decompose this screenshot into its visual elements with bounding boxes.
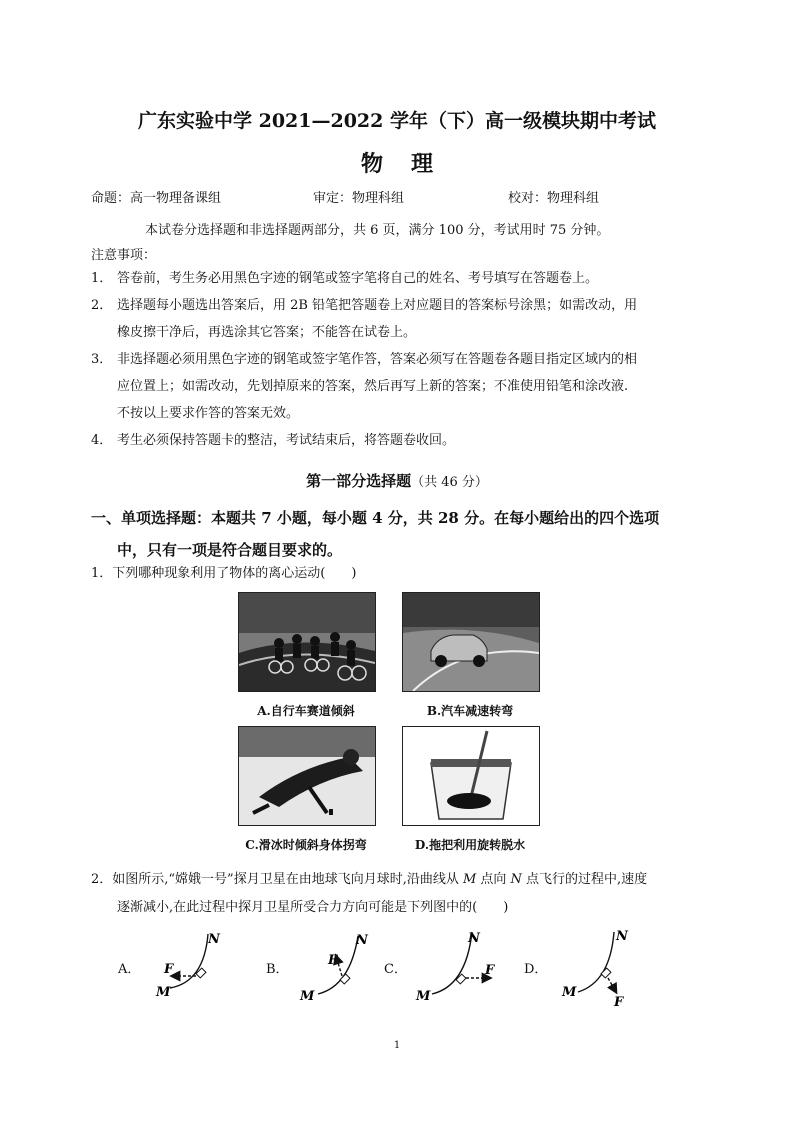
note-item-1 — [91, 265, 598, 292]
diagram-b — [299, 933, 369, 1004]
note-item-2 — [91, 292, 637, 346]
diagram-c-m: M — [416, 989, 431, 1004]
note-text: 应位置上；如需改动，先划掉原来的答案，然后再写上新的答案；不准使用铅笔和涂改液. — [117, 379, 629, 394]
q2-text-part: 2．如图所示,“嫦娥一号”探月卫星在由地球飞向月球时,沿曲线从 — [91, 872, 463, 887]
diagram-b-f: F — [328, 953, 338, 968]
diagram-c-n: N — [468, 931, 480, 946]
point-n: N — [510, 872, 522, 887]
note-text: 考生必须保持答题卡的整洁，考试结束后，将答题卷收回。 — [117, 433, 456, 448]
page-number: 1 — [393, 1040, 401, 1051]
diagram-d-f: F — [614, 995, 624, 1010]
notes-title: 注意事项： — [91, 248, 157, 263]
note-text: 不按以上要求作答的答案无效。 — [117, 406, 300, 421]
part1-line-1: 一、单项选择题：本题共 7 小题，每小题 4 分，共 28 分。在每小题给出的四个选项 — [91, 509, 660, 527]
option-b-caption: B.汽车减速转弯 — [426, 704, 514, 718]
diagram-a-n: N — [208, 932, 220, 947]
section-points: （共 46 分） — [411, 475, 488, 490]
note-item-3 — [91, 346, 637, 427]
diagram-c — [415, 931, 495, 1004]
section-title — [0, 470, 794, 491]
diagram-d-label: D． — [524, 962, 548, 977]
spin-mop-image — [403, 727, 539, 825]
diagram-b-m: M — [300, 989, 315, 1004]
diagram-a-f: F — [164, 962, 174, 977]
note-number: 1． — [91, 271, 113, 286]
diagram-d-n: N — [616, 929, 628, 944]
note-text: 橡皮擦干净后，再选涂其它答案；不能答在试卷上。 — [117, 325, 417, 340]
option-d-caption: D.拖把利用旋转脱水 — [414, 838, 526, 852]
point-m: M — [462, 872, 477, 887]
diagram-b-label: B． — [266, 962, 289, 977]
proofer-line: 校对：物理科组 — [508, 191, 600, 206]
subject-title: 物理 — [360, 151, 461, 177]
cycling-race-image — [239, 593, 375, 691]
exam-intro: 本试卷分选择题和非选择题两部分，共 6 页，满分 100 分，考试用时 75 分钟。 — [145, 223, 610, 238]
note-text: 选择题每小题选出答案后，用 2B 铅笔把答题卷上对应题目的答案标号涂黑；如需改动，用 — [117, 298, 638, 313]
diagram-c-f: F — [485, 963, 495, 978]
diagram-d-m: M — [562, 985, 577, 1000]
car-turning-photo — [402, 592, 540, 692]
part1-line-2: 中，只有一项是符合题目要求的。 — [117, 541, 343, 559]
question-1-text: 1．下列哪种现象利用了物体的离心运动( ) — [91, 566, 357, 581]
note-number: 4． — [91, 433, 113, 448]
q2-text-part: 点飞行的过程中,速度 — [521, 872, 648, 887]
spin-mop-photo — [402, 726, 540, 826]
note-number: 2． — [91, 298, 113, 313]
cycling-race-photo — [238, 592, 376, 692]
note-number: 3． — [91, 352, 113, 367]
diagram-a-label: A． — [118, 962, 141, 977]
note-item-4 — [91, 427, 455, 454]
diagram-a — [155, 932, 221, 1000]
note-text: 非选择题必须用黑色字迹的钢笔或签字笔作答，答案必须写在答题卷各题目指定区域内的相 — [117, 352, 638, 367]
diagram-a-m: M — [156, 985, 171, 1000]
speed-skater-image — [239, 727, 375, 825]
diagram-b-n: N — [356, 933, 368, 948]
section-title-text: 第一部分选择题 — [306, 472, 412, 490]
option-c-caption: C.滑冰时倾斜身体拐弯 — [245, 838, 367, 852]
q2-line-2: 逐渐减小,在此过程中探月卫星所受合力方向可能是下列图中的( ) — [117, 900, 509, 915]
diagram-c-label: C． — [384, 962, 407, 977]
diagram-d — [561, 929, 629, 1010]
speed-skater-photo — [238, 726, 376, 826]
car-turning-image — [403, 593, 539, 691]
setter-line: 命题：高一物理备课组 — [91, 191, 222, 206]
note-text: 答卷前，考生务必用黑色字迹的钢笔或签字笔将自己的姓名、考号填写在答题卷上。 — [117, 271, 599, 286]
force-diagrams — [0, 920, 794, 1020]
q2-text-part: 点向 — [476, 872, 511, 887]
part1-heading — [91, 502, 659, 566]
option-a-caption: A.自行车赛道倾斜 — [257, 704, 355, 718]
reviewer-line: 审定：物理科组 — [313, 191, 405, 206]
exam-title: 广东实验中学 2021—2022 学年（下）高一级模块期中考试 — [138, 110, 656, 132]
question-2-text — [91, 866, 647, 922]
